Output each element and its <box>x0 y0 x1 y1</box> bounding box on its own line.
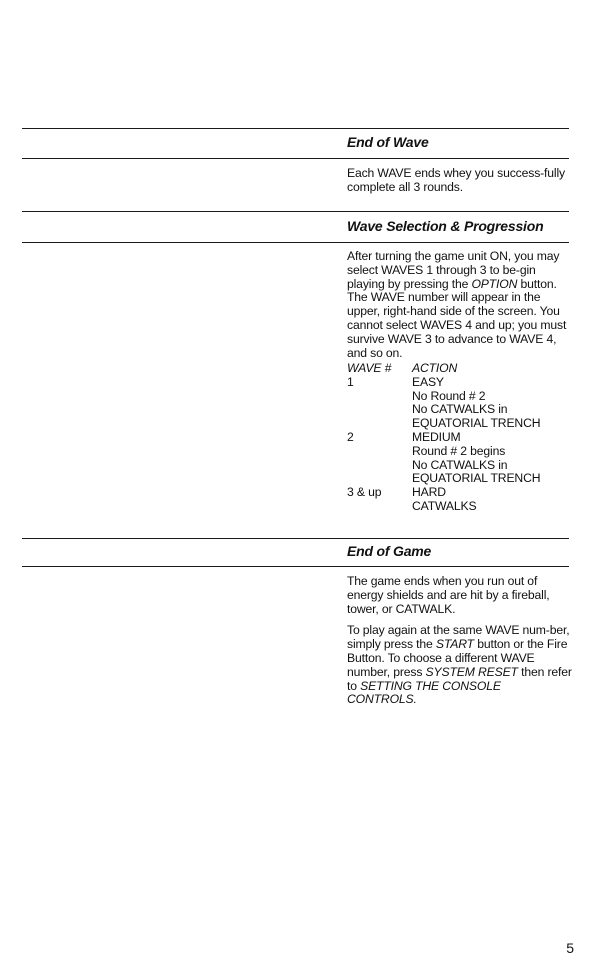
table-row <box>347 486 582 500</box>
table-row <box>347 376 582 390</box>
end-of-wave-paragraph: Each WAVE ends whey you success-fully complete all 3 rounds. <box>347 166 565 194</box>
table-row <box>347 431 582 445</box>
table-cell-action: No Round # 2 <box>412 388 486 403</box>
heading-end-of-game: End of Game <box>347 543 432 559</box>
table-cell-wave: 1 <box>347 374 354 389</box>
table-row <box>347 445 582 459</box>
table-row <box>347 459 582 473</box>
end-of-wave-body <box>347 167 572 195</box>
table-cell-action: HARD <box>412 485 446 500</box>
end-of-game-paragraph-1: The game ends when you run out of energy shields and are hit by a fireball, tower, or CATWALK. <box>347 574 550 616</box>
table-cell-action: CATWALKS <box>412 498 477 513</box>
end-of-game-body <box>347 575 572 707</box>
table-cell-wave: 2 <box>347 429 354 444</box>
heading-wave-selection: Wave Selection & Progression <box>347 218 544 234</box>
heading-end-of-wave: End of Wave <box>347 134 429 150</box>
table-cell-action: EQUATORIAL TRENCH <box>412 471 541 486</box>
rule-bottom-end-of-game <box>22 566 569 567</box>
end-of-game-paragraph-2: To play again at the same WAVE num-ber, simply press the START button or the Fire Button. To choose a different WAVE number, press SYSTEM RESET then refer to SETTING THE CONSOLE CONTROLS. <box>347 623 572 707</box>
table-cell-wave <box>347 417 412 431</box>
rule-bottom-wave-selection <box>22 242 569 243</box>
page-number: 5 <box>566 940 574 956</box>
table-body <box>347 376 582 514</box>
table-cell-action: EQUATORIAL TRENCH <box>412 416 541 431</box>
table-header-row <box>347 362 582 376</box>
rule-top-end-of-wave <box>22 128 569 129</box>
table-row <box>347 500 582 514</box>
table-cell-wave <box>347 445 412 459</box>
table-cell-wave <box>347 390 412 404</box>
table-cell-action: No CATWALKS in <box>412 457 508 472</box>
table-row <box>347 472 582 486</box>
table-cell-wave <box>347 500 412 514</box>
table-row <box>347 403 582 417</box>
table-header-wave: WAVE # <box>347 361 392 375</box>
rule-top-end-of-game <box>22 538 569 539</box>
table-cell-action: No CATWALKS in <box>412 402 508 417</box>
rule-top-wave-selection <box>22 211 569 212</box>
table-cell-wave <box>347 403 412 417</box>
rule-bottom-end-of-wave <box>22 158 569 159</box>
wave-action-table <box>347 362 582 514</box>
table-cell-wave: 3 & up <box>347 485 382 500</box>
table-row <box>347 390 582 404</box>
table-cell-action: MEDIUM <box>412 429 461 444</box>
table-header-action: ACTION <box>412 361 458 375</box>
table-cell-wave <box>347 472 412 486</box>
table-cell-action: EASY <box>412 374 444 389</box>
table-cell-wave <box>347 459 412 473</box>
table-cell-action: Round # 2 begins <box>412 443 506 458</box>
wave-selection-paragraph: After turning the game unit ON, you may select WAVES 1 through 3 to be-gin playing by pressing the OPTION button. The WAVE number will appear in the upper, right-hand side of the screen. You cannot select WAVES 4 and up; you must survive WAVE 3 to advance to WAVE 4, and so on. <box>347 249 567 360</box>
wave-selection-body <box>347 250 572 360</box>
table-row <box>347 417 582 431</box>
